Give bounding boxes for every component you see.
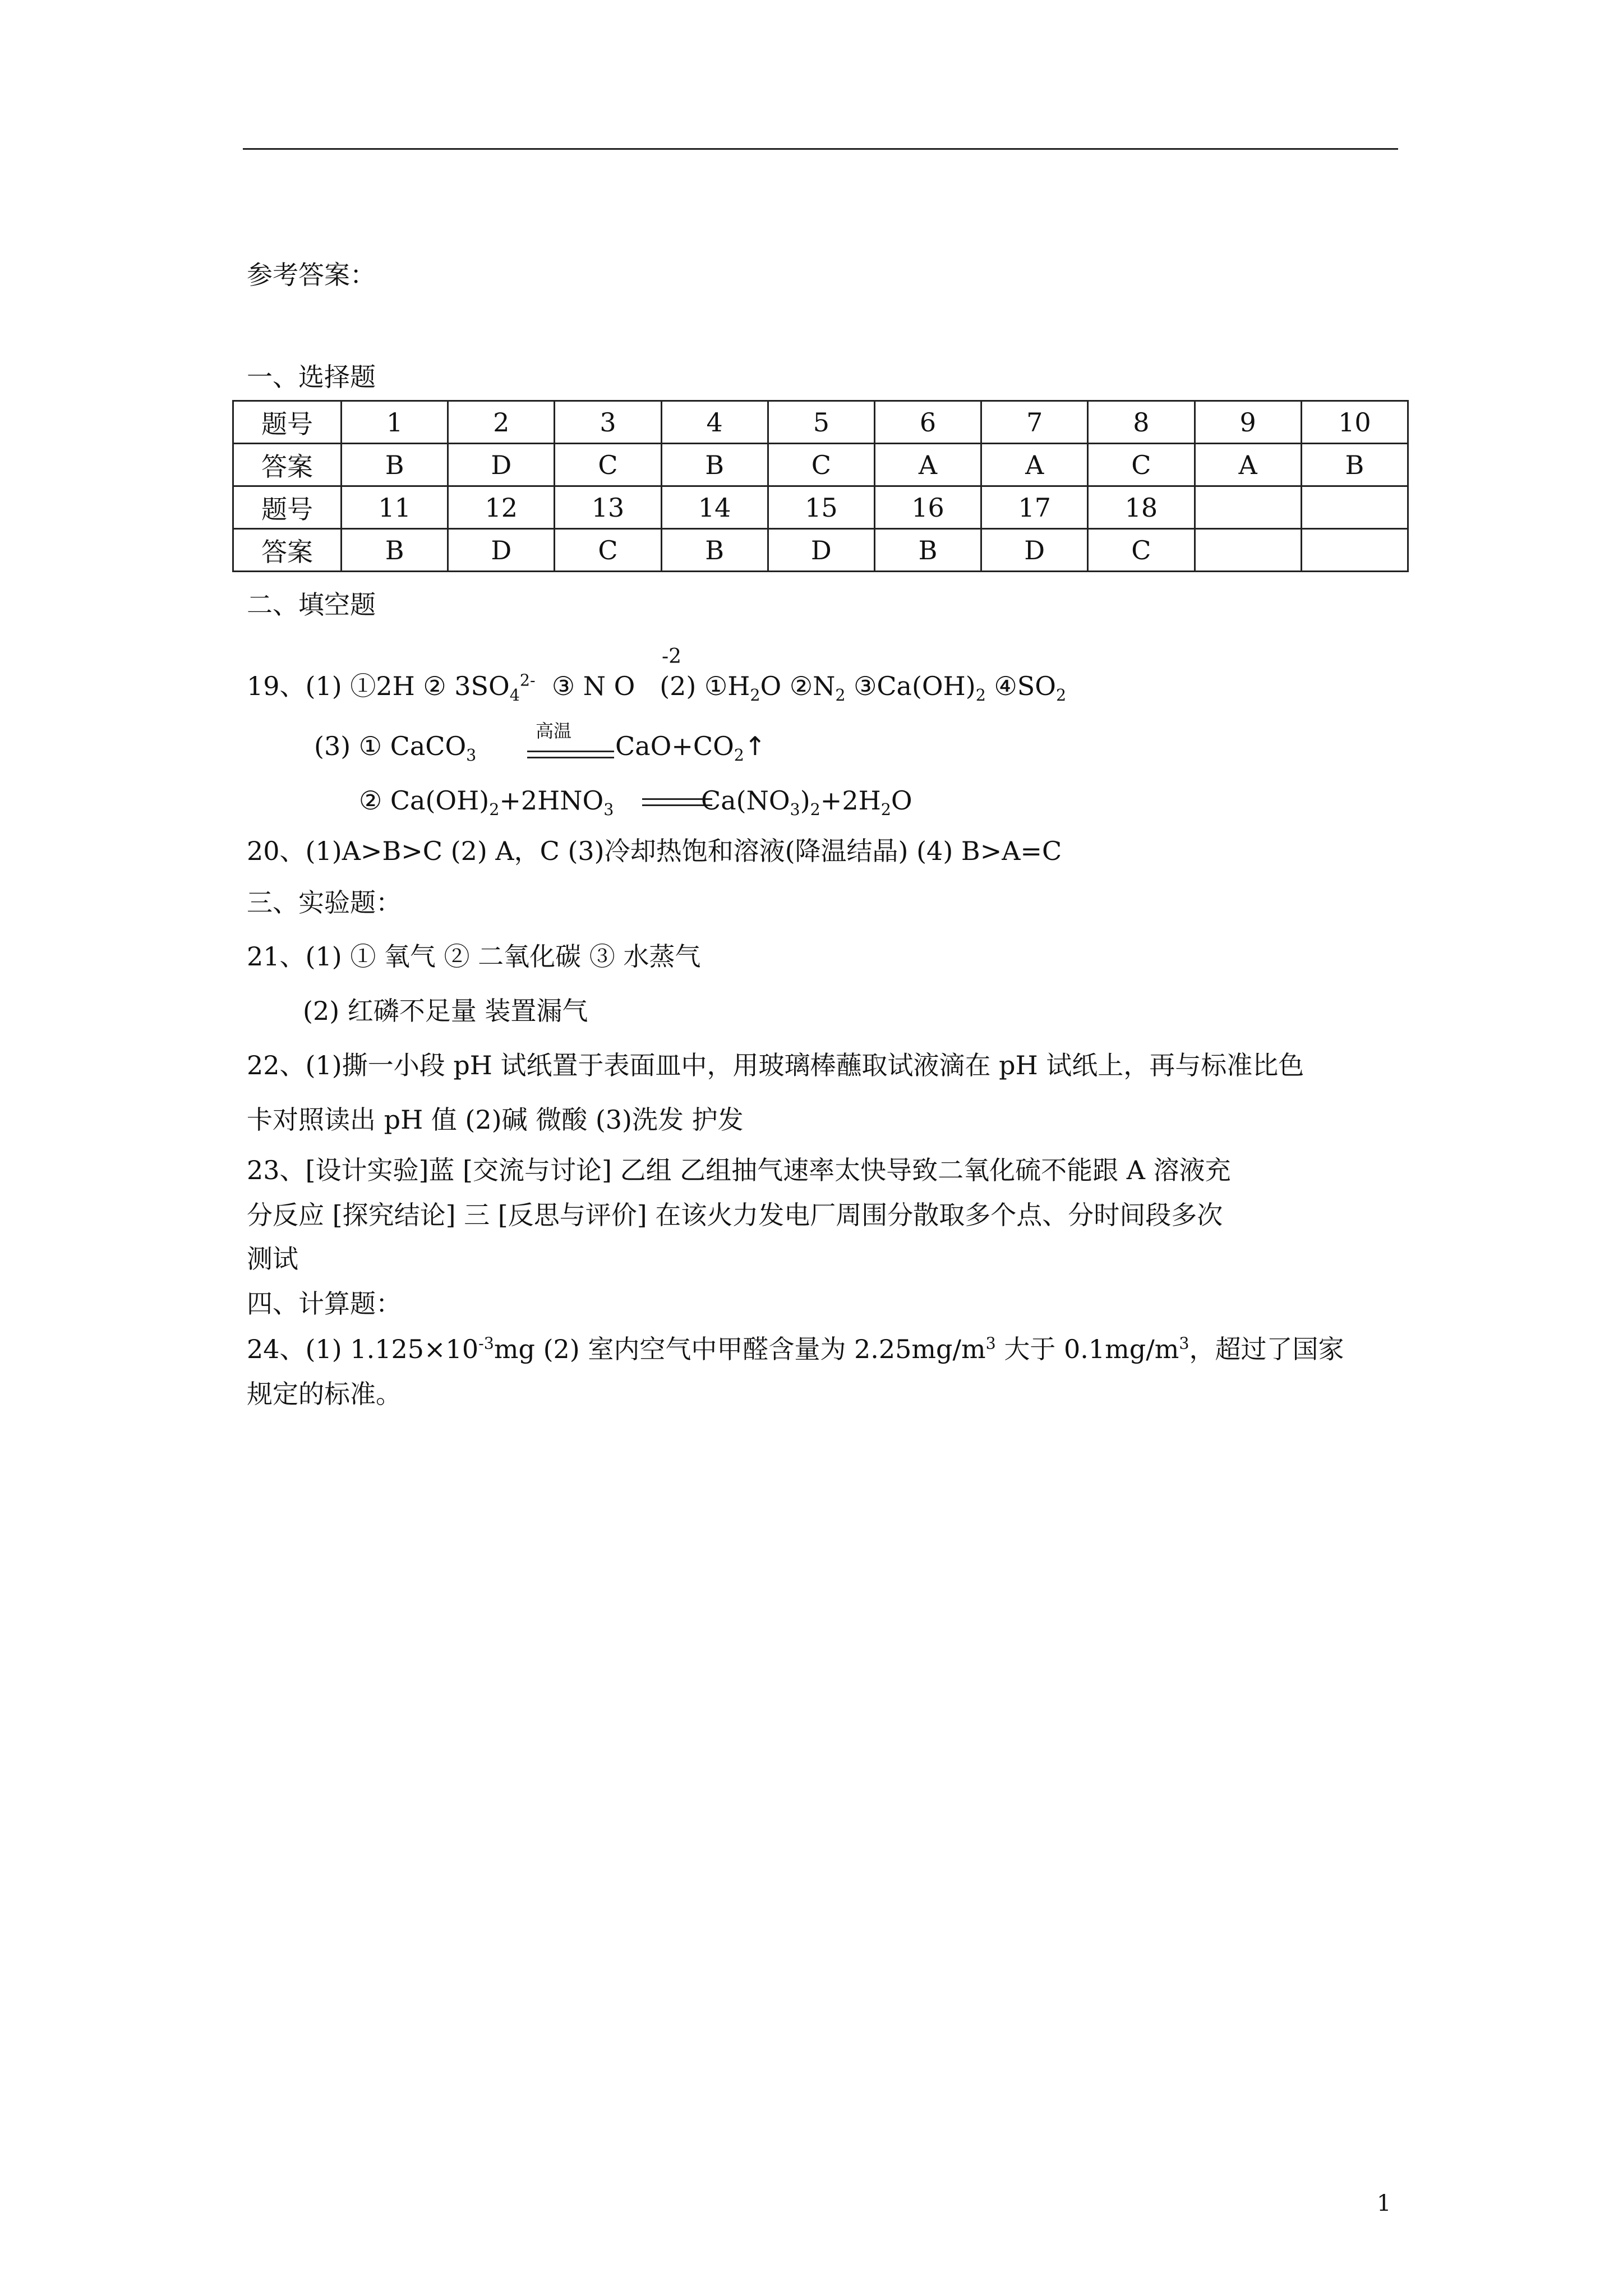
table-cell: D <box>448 529 555 572</box>
table-row-label: 题号 <box>233 486 342 529</box>
table-cell: 8 <box>1088 401 1195 444</box>
table-cell <box>1195 486 1301 529</box>
section4-title: 四、计算题： <box>247 1289 402 1319</box>
table-cell: 10 <box>1301 401 1408 444</box>
q19-l3-sub2: 3 <box>603 800 614 820</box>
table-row-label: 题号 <box>233 401 342 444</box>
table-cell: 16 <box>874 486 981 529</box>
q24c: 大于 0.1mg/m <box>995 1334 1179 1364</box>
table-cell: 6 <box>874 401 981 444</box>
table-cell: D <box>768 529 874 572</box>
table-cell: B <box>342 444 448 486</box>
table-cell: 5 <box>768 401 874 444</box>
gas-up-arrow-icon: ↑ <box>744 731 766 761</box>
q19-l3d: ) <box>800 785 810 816</box>
table-cell: A <box>981 444 1088 486</box>
table-cell: 18 <box>1088 486 1195 529</box>
table-cell: 9 <box>1195 401 1301 444</box>
table-cell: 14 <box>661 486 768 529</box>
table-row <box>233 486 1408 529</box>
table-cell: 2 <box>448 401 555 444</box>
q19-p2c: ③Ca(OH) <box>845 671 976 701</box>
q19-p2d: ④SO <box>985 671 1056 701</box>
table-cell: C <box>1088 529 1195 572</box>
q24d: ，超过了国家 <box>1189 1334 1344 1364</box>
q24-line2: 规定的标准。 <box>247 1379 402 1409</box>
q19-l3c: Ca(NO <box>701 785 790 816</box>
table-cell: 15 <box>768 486 874 529</box>
table-cell: 17 <box>981 486 1088 529</box>
q19-l3-sub5: 2 <box>880 800 891 820</box>
q19-line3-right <box>701 784 912 820</box>
q23-line2: 分反应 [探究结论] 三 [反思与评价] 在该火力发电厂周围分散取多个点、分时间段多次 <box>247 1200 1223 1230</box>
q19-p2b: O ②N <box>760 671 836 701</box>
q24-sup3: 3 <box>1179 1334 1189 1353</box>
q19-l3e: +2H <box>820 785 881 816</box>
table-cell: C <box>1088 444 1195 486</box>
table-cell: 13 <box>555 486 661 529</box>
q19-l3f: O <box>891 785 912 816</box>
table-cell: B <box>661 529 768 572</box>
table-cell: D <box>981 529 1088 572</box>
q19-l3a: ② Ca(OH) <box>359 785 490 816</box>
table-cell: 12 <box>448 486 555 529</box>
table-cell: B <box>342 529 448 572</box>
q19-line1 <box>247 669 1066 703</box>
q19-num: 19、 <box>247 671 306 701</box>
q24-line1 <box>247 1332 1344 1366</box>
table-cell <box>1195 529 1301 572</box>
q19-l2-sub: 3 <box>466 746 477 765</box>
q19-eq-line-top <box>527 751 614 752</box>
q22-line1: 22、(1)撕一小段 pH 试纸置于表面皿中，用玻璃棒蘸取试液滴在 pH 试纸上，再与标准比色 <box>247 1050 1304 1080</box>
q19-l2-sub2: 2 <box>734 746 744 765</box>
table-cell: D <box>448 444 555 486</box>
section3-title: 三、实验题： <box>247 887 402 918</box>
q19-p2: (2) ①H <box>660 671 750 701</box>
table-row <box>233 401 1408 444</box>
q23-line3: 测试 <box>247 1244 298 1274</box>
table-cell: 11 <box>342 486 448 529</box>
table-cell: 4 <box>661 401 768 444</box>
section1-title: 一、选择题 <box>247 362 376 392</box>
q21-line1: 21、(1) ① 氧气 ② 二氧化碳 ③ 水蒸气 <box>247 941 701 972</box>
table-row-label: 答案 <box>233 444 342 486</box>
q19-p2-sub4: 2 <box>1055 686 1067 705</box>
table-cell <box>1301 529 1408 572</box>
q19-l2a: (3) ① CaCO <box>314 731 467 761</box>
q19-p2-sub2: 2 <box>835 686 846 705</box>
table-row <box>233 529 1408 572</box>
q19-p2-sub3: 2 <box>975 686 986 705</box>
q19-valence: -2 <box>662 645 682 668</box>
q21-line2: (2) 红磷不足量 装置漏气 <box>303 996 588 1026</box>
q19-l3-sub3: 3 <box>790 800 800 820</box>
q19-p2-sub: 2 <box>750 686 760 705</box>
table-cell: C <box>555 444 661 486</box>
q19-p1c: ③ N O <box>551 671 635 701</box>
table-cell: A <box>1195 444 1301 486</box>
q19-p1-sup: 2- <box>519 671 536 690</box>
q19-l2b: CaO+CO <box>615 731 734 761</box>
table-cell: B <box>661 444 768 486</box>
table-cell <box>1301 486 1408 529</box>
table-cell: C <box>768 444 874 486</box>
q19-p1: (1) ①2H ② 3SO <box>305 671 510 701</box>
table-cell: 7 <box>981 401 1088 444</box>
q19-l3-sub: 2 <box>489 800 500 820</box>
q19-line3-left <box>359 784 614 820</box>
table-row-label: 答案 <box>233 529 342 572</box>
q24-sup: -3 <box>478 1334 494 1353</box>
q20-line: 20、(1)A>B>C (2) A，C (3)冷却热饱和溶液(降温结晶) (4) B>A=C <box>247 836 1062 866</box>
table-cell: C <box>555 529 661 572</box>
q19-p1-sub: 4 <box>509 686 520 705</box>
q19-l3-sub4: 2 <box>810 800 820 820</box>
q19-condition: 高温 <box>536 720 572 742</box>
q22-line2: 卡对照读出 pH 值 (2)碱 微酸 (3)洗发 护发 <box>247 1105 744 1135</box>
header-rule <box>243 148 1398 150</box>
q24a: 24、(1) 1.125×10 <box>247 1334 479 1364</box>
answer-title: 参考答案： <box>247 260 376 290</box>
table-row <box>233 444 1408 486</box>
page-number: 1 <box>1377 2191 1391 2216</box>
answer-table <box>232 400 1409 572</box>
section2-title: 二、填空题 <box>247 590 376 620</box>
table-cell: B <box>1301 444 1408 486</box>
q24-sup2: 3 <box>985 1334 996 1353</box>
q23-line1: 23、[设计实验]蓝 [交流与讨论] 乙组 乙组抽气速率太快导致二氧化硫不能跟 A 溶液充 <box>247 1155 1231 1185</box>
q19-line2-right <box>615 729 766 763</box>
q19-l3b: +2HNO <box>499 785 604 816</box>
table-cell: B <box>874 529 981 572</box>
table-cell: A <box>874 444 981 486</box>
table-cell: 1 <box>342 401 448 444</box>
q19-line2-left <box>314 729 476 763</box>
q24b: mg (2) 室内空气中甲醛含量为 2.25mg/m <box>494 1334 986 1364</box>
q19-eq-line-bottom <box>527 757 614 758</box>
table-cell: 3 <box>555 401 661 444</box>
